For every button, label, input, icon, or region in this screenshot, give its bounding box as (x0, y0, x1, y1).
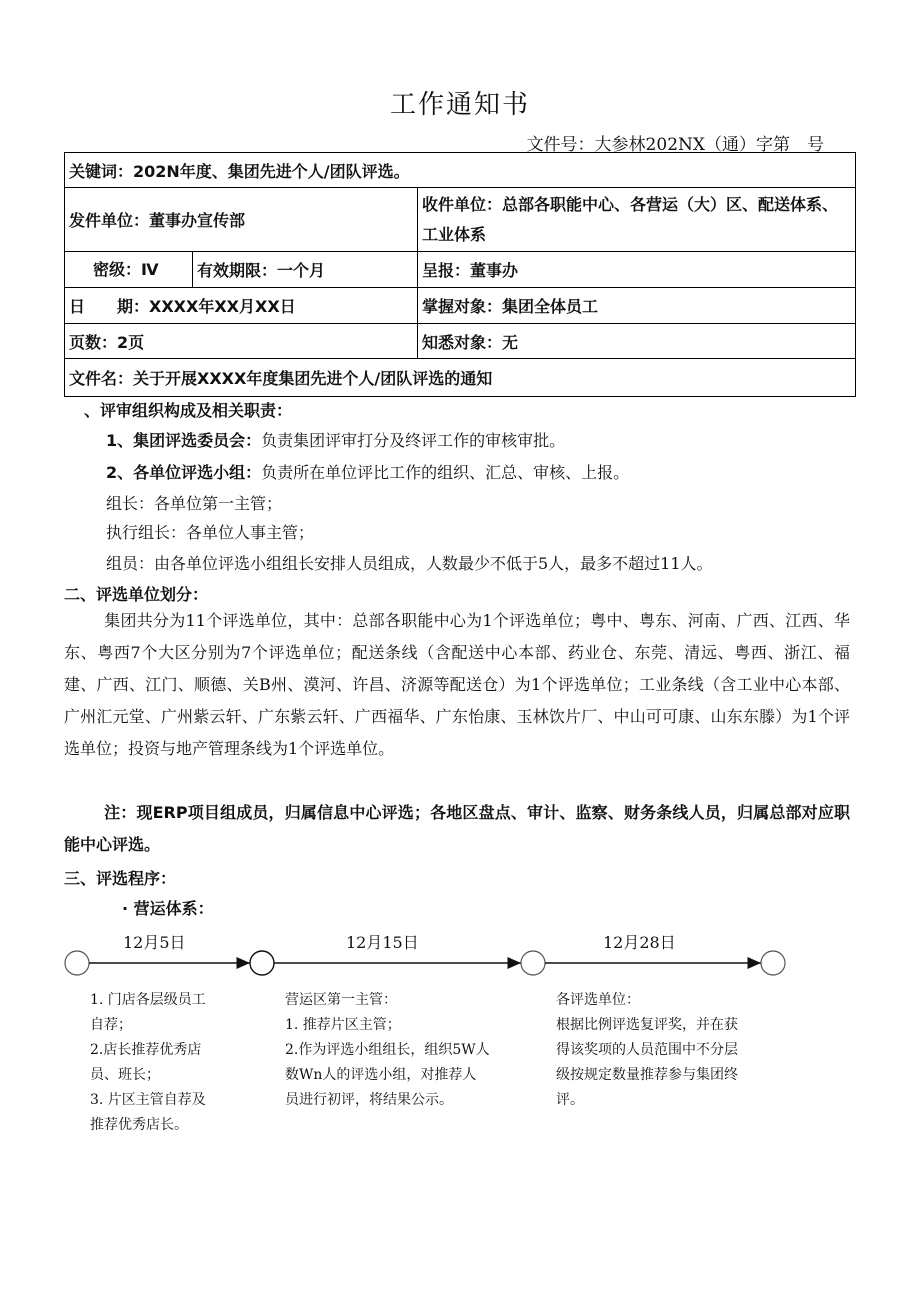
section2-body (64, 605, 850, 765)
timeline-node-1 (65, 951, 89, 975)
item2-text: 负责所在单位评比工作的组织、汇总、审核、上报。 (261, 463, 630, 482)
col1-line: 1. 门店各层级员工 (90, 992, 206, 1008)
section2-note (64, 797, 850, 861)
section2-text: 集团共分为11个评选单位，其中：总部各职能中心为1个评选单位；粤中、粤东、河南、广西、江西、华东、粤西7个大区分别为7个评选单位；配送条线（含配送中心本部、药业仓、东莞、清远、粤西、浙江、福建、广西、江门、顺德、关B州、漠河、许昌、济源等配送仓）为1个评选单位；工业条线（含工业中心本部、广州汇元堂、广州紫云轩、广东紫云轩、广西福华、广东怡康、玉林饮片厂、中山可可康、山东东滕）为1个评选单位；投资与地产管理条线为1个评选单位。 (64, 611, 850, 758)
report-to-cell: 呈报：董事办 (418, 252, 856, 288)
item1-label: 1、集团评选委员会： (106, 431, 262, 450)
validity-period: 有效期限：一个月 (197, 261, 326, 280)
col3-line: 评。 (556, 1092, 584, 1108)
col1-line: 员、班长； (90, 1067, 160, 1083)
timeline-col-3 (556, 988, 738, 1113)
col2-line: 员进行初评，将结果公示。 (285, 1092, 453, 1108)
col2-line: 营运区第一主管： (285, 992, 397, 1008)
timeline-date-2: 12月15日 (346, 933, 419, 952)
col2-line: 1. 推荐片区主管； (285, 1017, 401, 1033)
section3-subheading: · 营运体系： (122, 899, 214, 918)
section2-heading: 二、评选单位划分： (64, 585, 209, 604)
section3-heading: 三、评选程序： (64, 869, 177, 888)
col3-line: 得该奖项的人员范围中不分层 (556, 1042, 738, 1058)
timeline-col-2 (285, 988, 490, 1113)
section1-heading: 、评审组织构成及相关职责： (84, 401, 293, 420)
keywords-cell: 关键词：202N年度、集团先进个人/团队评选。 (65, 153, 856, 188)
col2-line: 2.作为评选小组组长，组织5W人 (285, 1042, 490, 1058)
note-text: 注：现ERP项目组成员，归属信息中心评选；各地区盘点、审计、监察、财务条线人员，归属总部对应职能中心评选。 (64, 803, 850, 854)
section1-item1 (106, 428, 565, 451)
col1-line: 3. 片区主管自荐及 (90, 1092, 206, 1108)
sender-cell: 发件单位：董事办宣传部 (65, 188, 418, 252)
header-table (64, 152, 856, 397)
members-line: 组员：由各单位评选小组组长安排人员组成，人数最少不低于5人，最多不超过11人。 (106, 554, 713, 573)
timeline (0, 940, 920, 990)
leader-line: 组长：各单位第一主管； (106, 494, 283, 513)
filename-cell: 文件名：关于开展XXXX年度集团先进个人/团队评选的通知 (65, 359, 856, 397)
timeline-date-1: 12月5日 (123, 933, 186, 952)
item2-label: 2、各单位评选小组： (106, 463, 262, 482)
timeline-node-4 (761, 951, 785, 975)
pages-cell: 页数：2页 (65, 324, 418, 359)
timeline-date-3: 12月28日 (603, 933, 676, 952)
exec-leader-line: 执行组长：各单位人事主管； (106, 523, 315, 542)
item1-text: 负责集团评审打分及终评工作的审核审批。 (261, 431, 566, 450)
timeline-node-2 (250, 951, 274, 975)
timeline-col-1 (90, 988, 206, 1138)
col1-line: 自荐； (90, 1017, 132, 1033)
col3-line: 各评选单位： (556, 992, 640, 1008)
col3-line: 级按规定数量推荐参与集团终 (556, 1067, 738, 1083)
col1-line: 2.店长推荐优秀店 (90, 1042, 202, 1058)
date-cell: 日 期：XXXX年XX月XX日 (65, 288, 418, 324)
col2-line: 数Wn人的评选小组，对推荐人 (285, 1067, 477, 1083)
section1-item2 (106, 460, 629, 483)
timeline-node-3 (521, 951, 545, 975)
aware-cell: 知悉对象：无 (418, 324, 856, 359)
col3-line: 根据比例评选复评奖，并在获 (556, 1017, 738, 1033)
doc-number: 文件号：大参林202NX（通）字第 号 (526, 135, 824, 155)
receiver-cell: 收件单位：总部各职能中心、各营运（大）区、配送体系、工业体系 (418, 188, 856, 252)
secret-level: 密级：Ⅳ (65, 252, 193, 287)
col1-line: 推荐优秀店长。 (90, 1117, 188, 1133)
master-cell: 掌握对象：集团全体员工 (418, 288, 856, 324)
page-title: 工作通知书 (389, 90, 530, 120)
